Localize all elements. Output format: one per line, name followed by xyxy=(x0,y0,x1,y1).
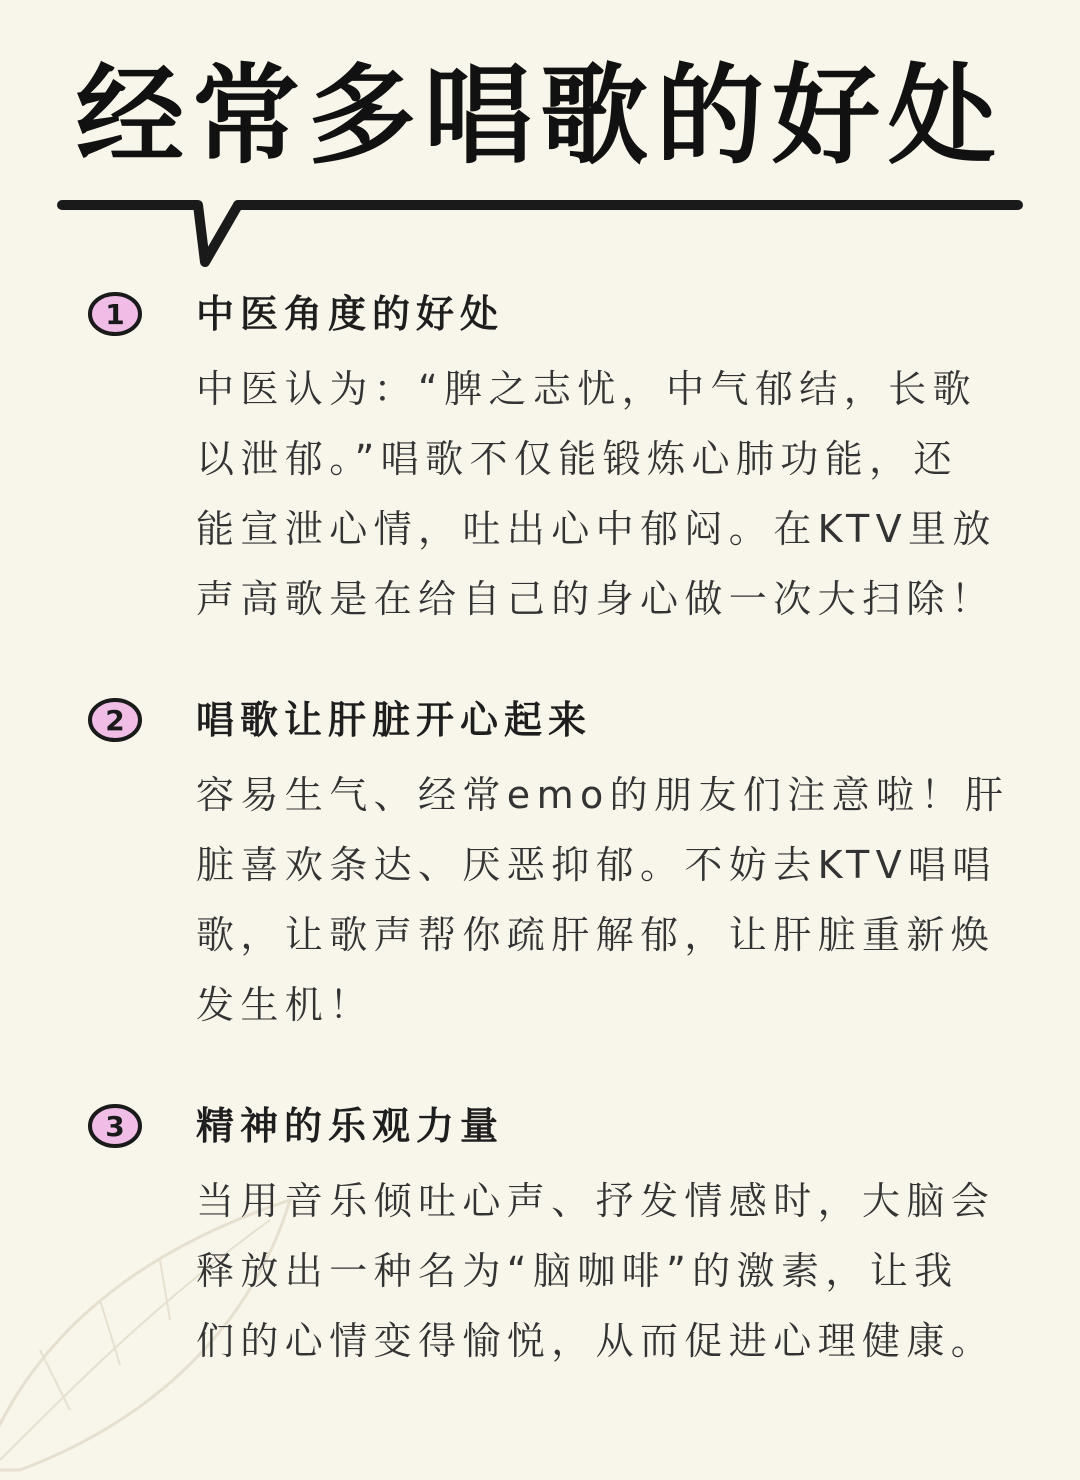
number-badge-label: 3 xyxy=(105,1110,125,1143)
section-body xyxy=(196,1166,996,1376)
body-line: 们的心情变得愉悦，从而促进心理健康。 xyxy=(196,1319,996,1363)
body-line: 声高歌是在给自己的身心做一次大扫除！ xyxy=(196,577,996,621)
number-badge-1 xyxy=(86,290,144,338)
body-line: 容易生气、经常emo的朋友们注意啦！肝 xyxy=(196,773,1010,817)
section-heading: 唱歌让肝脏开心起来 xyxy=(196,698,593,742)
body-line: 能宣泄心情，吐出心中郁闷。在KTV里放 xyxy=(196,507,997,551)
body-line: 歌，让歌声帮你疏肝解郁，让肝脏重新焕 xyxy=(196,913,996,957)
section-body xyxy=(196,760,1010,1040)
number-badge-3 xyxy=(86,1102,144,1150)
section-body xyxy=(196,354,996,634)
body-line: 脏喜欢条达、厌恶抑郁。不妨去KTV唱唱 xyxy=(196,843,997,887)
body-line: 以泄郁。”唱歌不仅能锻炼心肺功能，还 xyxy=(196,437,958,481)
body-line: 中医认为：“脾之志忧，中气郁结，长歌 xyxy=(196,367,977,411)
number-badge-label: 1 xyxy=(105,298,125,331)
number-badge-label: 2 xyxy=(105,704,125,737)
section-heading: 精神的乐观力量 xyxy=(196,1104,505,1148)
body-line: 释放出一种名为“脑咖啡”的激素，让我 xyxy=(196,1249,959,1293)
number-badge-2 xyxy=(86,696,144,744)
page-title: 经常多唱歌的好处 xyxy=(75,54,1004,179)
speech-bubble-underline xyxy=(0,190,1080,280)
body-line: 发生机！ xyxy=(196,983,374,1027)
body-line: 当用音乐倾吐心声、抒发情感时，大脑会 xyxy=(196,1179,996,1223)
section-heading: 中医角度的好处 xyxy=(196,292,505,336)
